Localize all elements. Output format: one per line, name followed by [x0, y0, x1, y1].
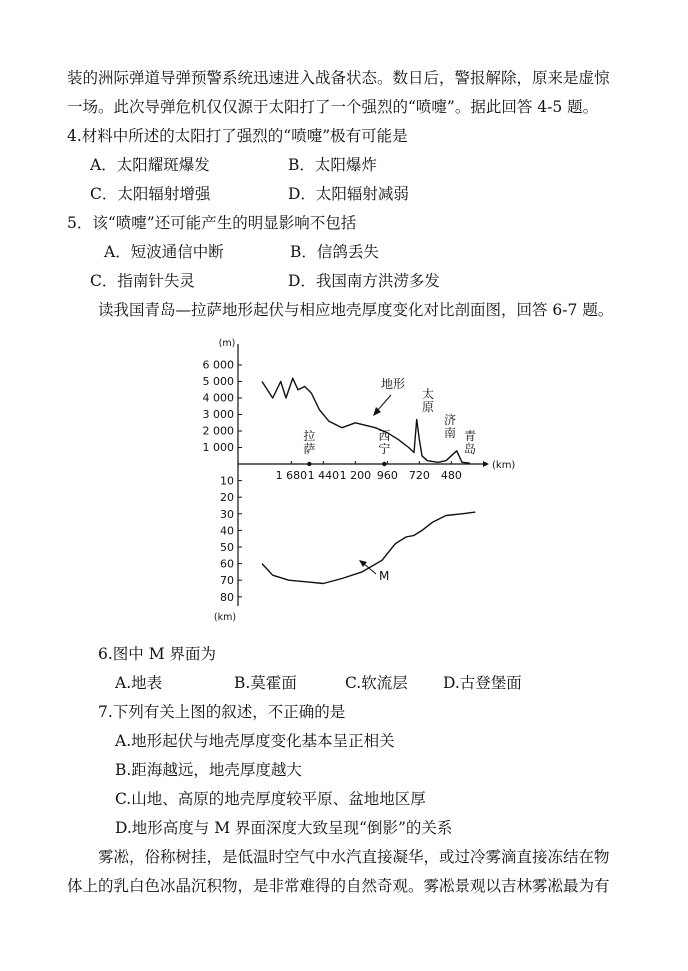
- x-tick-label: 720: [408, 469, 430, 482]
- terrain-curve: [262, 378, 470, 463]
- q7-option-c: C.山地、高原的地壳厚度较平原、盆地地区厚: [115, 790, 426, 808]
- upper-tick-label: 5 000: [202, 375, 234, 388]
- upper-tick-label: 3 000: [202, 408, 234, 421]
- q5-option-c: C．指南针失灵: [90, 272, 195, 290]
- label-qingdao: 岛: [463, 442, 477, 456]
- upper-tick-label: 6 000: [202, 358, 234, 372]
- lower-tick-label: 60: [220, 557, 234, 571]
- upper-tick-label: 2 000: [202, 424, 234, 438]
- label-xining: 宁: [378, 442, 391, 456]
- xining-dot: [382, 462, 386, 466]
- label-qingdao: 青: [463, 429, 477, 443]
- label-lasa: 拉: [303, 429, 316, 443]
- intro-line-2: 一场。此次导弹危机仅仅源于太阳打了一个强烈的“喷嚏”。据此回答 4-5 题。: [67, 98, 599, 116]
- q4-stem: 4.材料中所述的太阳打了强烈的“喷嚏”极有可能是: [67, 127, 408, 145]
- q6-option-b: B.莫霍面: [234, 674, 297, 692]
- q5-stem: 5．该“喷嚏”还可能产生的明显影响不包括: [67, 214, 357, 232]
- q4-option-a: A．太阳耀斑爆发: [90, 156, 210, 174]
- lower-tick-label: 10: [220, 474, 234, 488]
- label-terrain: 地形: [381, 377, 406, 391]
- label-m: M: [379, 569, 390, 583]
- m-interface-curve: [262, 512, 475, 583]
- lower-axis-unit: (km): [213, 612, 237, 623]
- q4-option-b: B．太阳爆炸: [288, 156, 377, 174]
- lower-tick-label: 20: [220, 491, 234, 505]
- q6-option-c: C.软流层: [345, 674, 408, 692]
- x-tick-label: 1 680: [275, 469, 308, 482]
- lower-tick-label: 30: [220, 507, 234, 521]
- label-jinan: 济: [443, 413, 457, 427]
- x-tick-label: 480: [440, 469, 462, 482]
- x-tick-label: 1 200: [339, 469, 372, 482]
- q6-stem: 6.图中 M 界面为: [98, 645, 217, 663]
- q7-option-b: B.距海越远，地壳厚度越大: [115, 761, 302, 779]
- lower-tick-label: 70: [220, 574, 234, 588]
- q5-option-d: D．我国南方洪涝多发: [288, 272, 440, 290]
- x-axis-arrow: [483, 461, 489, 467]
- q4-option-c: C．太阳辐射增强: [90, 185, 211, 203]
- intro-line-1: 装的洲际弹道导弹预警系统迅速进入战备状态。数日后，警报解除，原来是虚惊: [67, 69, 610, 87]
- terrain-crust-profile-chart: [195, 330, 525, 630]
- q6-option-d: D.古登堡面: [443, 674, 522, 692]
- x-axis-unit: (km): [492, 460, 516, 471]
- x-tick-label: 960: [376, 469, 398, 482]
- x-tick-label: 1 440: [307, 469, 340, 482]
- lasa-dot: [307, 462, 311, 466]
- upper-tick-label: 4 000: [202, 391, 234, 405]
- lower-tick-label: 50: [220, 541, 234, 554]
- q5-option-a: A．短波通信中断: [104, 243, 224, 261]
- q6-option-a: A.地表: [115, 674, 163, 692]
- label-taiyuan: 原: [421, 400, 435, 414]
- outro-line-2: 体上的乳白色冰晶沉积物，是非常难得的自然奇观。雾凇景观以吉林雾凇最为有: [67, 877, 610, 895]
- outro-line-1: 雾凇，俗称树挂，是低温时空气中水汽直接凝华，或过冷雾滴直接冻结在物: [98, 848, 610, 866]
- upper-axis-unit: (m): [218, 338, 236, 349]
- label-xining: 西: [378, 429, 391, 443]
- q4-option-d: D．太阳辐射减弱: [288, 185, 409, 203]
- terrain-pointer: [377, 395, 391, 411]
- lower-tick-label: 40: [220, 524, 234, 538]
- q7-option-a: A.地形起伏与地壳厚度变化基本呈正相关: [115, 732, 395, 750]
- upper-tick-label: 1 000: [202, 441, 234, 454]
- chart-ticks: [203, 338, 516, 623]
- q67-intro: 读我国青岛—拉萨地形起伏与相应地壳厚度变化对比剖面图，回答 6-7 题。: [98, 301, 614, 319]
- label-lasa: 萨: [303, 442, 316, 456]
- q7-option-d: D.地形高度与 M 界面深度大致呈现“倒影”的关系: [115, 819, 453, 837]
- label-taiyuan: 太: [421, 387, 435, 401]
- label-jinan: 南: [443, 426, 457, 440]
- lower-tick-label: 80: [220, 590, 234, 604]
- q5-option-b: B．信鸽丢失: [290, 243, 379, 261]
- q7-stem: 7.下列有关上图的叙述，不正确的是: [98, 703, 346, 721]
